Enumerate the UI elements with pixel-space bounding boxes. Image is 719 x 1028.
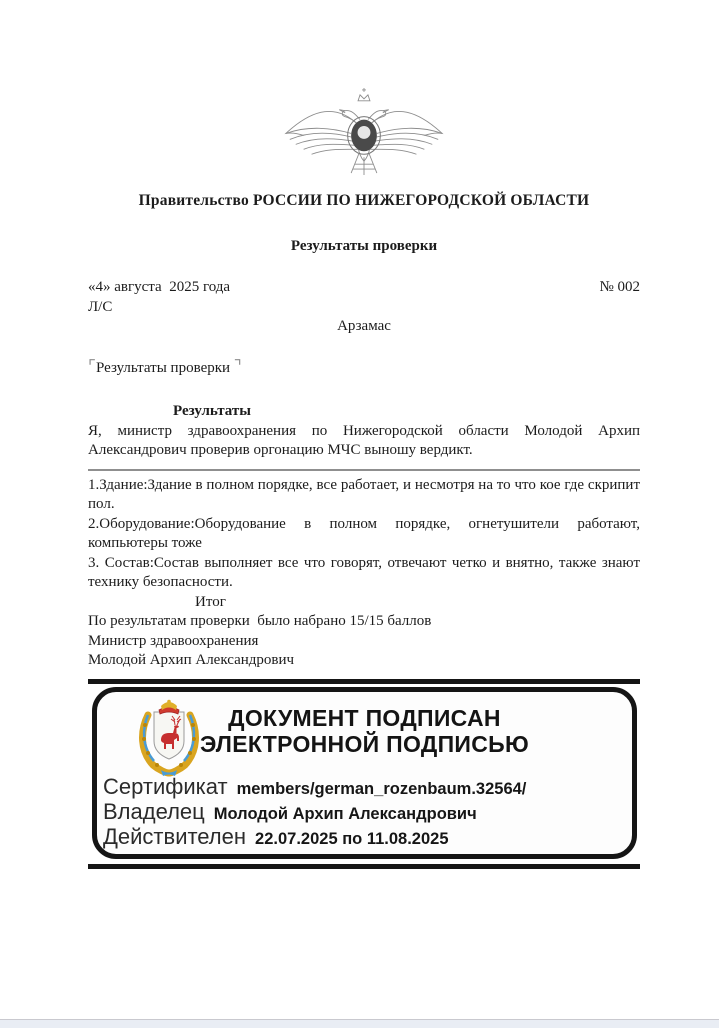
inspection-item-3: 3. Состав:Состав выполняет все что говорят, отвечают четко и внятно, также знают технику безопасности. [88,554,640,590]
date-row [88,278,640,298]
signoff-name: Молодой Архип Александрович [88,652,295,668]
itog-heading: Итог [195,593,226,610]
stamp-title-line2: ЭЛЕКТРОННОЙ ПОДПИСЬЮ [199,730,529,757]
doc-number: № 002 [599,279,640,295]
stamp-box [92,687,637,859]
stamp-row-owner [103,799,632,824]
owner-value: Молодой Архип Александрович [213,804,477,823]
intro-paragraph: Я, министр здравоохранения по Нижегородской области Молодой Архип Александрович проверив оргонацию МЧС выношу вердикт. [88,422,640,458]
inspection-item-1: 1.Здание:Здание в полном порядке, все работает, и несмотря на то что кое где скрипит пол. [88,476,640,512]
owner-label: Владелец [103,798,205,824]
stamp-row-certificate [103,774,632,799]
org-title: Правительство РОССИИ ПО НИЖЕГОРОДСКОЙ ОБЛАСТИ [138,192,590,209]
divider-line [88,469,640,471]
signoff-role: Министр здравоохранения [88,632,259,649]
viewer-bottom-strip [0,1019,719,1028]
stamp-row-validity [103,824,632,849]
summary-line: По результатам проверки было набрано 15/15 баллов [88,613,432,629]
results-heading: Результаты [173,403,251,419]
city-line: Арзамас [337,318,391,334]
stamp-top-bar [88,679,640,684]
nizhny-novgorod-crest-icon [137,699,201,777]
stamp-title-line1: ДОКУМЕНТ ПОДПИСАН [228,704,501,731]
inspection-item-2: 2.Оборудование:Оборудование в полном порядке, огнетушители работают, компьютеры тоже [88,515,640,551]
date-line: «4» августа 2025 года [88,279,231,295]
digital-signature-stamp [88,679,640,869]
bracketed-subject-line [88,357,640,379]
stamp-rows [103,774,632,849]
certificate-label: Сертификат [103,773,228,799]
bracket-label: Результаты проверки [95,359,234,376]
state-eagle-emblem-icon [88,84,640,178]
doc-title: Результаты проверки [290,238,438,254]
certificate-value: members/german_rozenbaum.32564/ [236,779,527,798]
validity-label: Действителен [103,823,247,849]
corner-bracket-right-icon: ⌝ [233,356,242,376]
ls-code: Л/С [88,298,113,315]
corner-bracket-left-icon: ⌜ [88,356,96,376]
stamp-bottom-bar [88,864,640,869]
validity-value: 22.07.2025 по 11.08.2025 [255,829,449,848]
